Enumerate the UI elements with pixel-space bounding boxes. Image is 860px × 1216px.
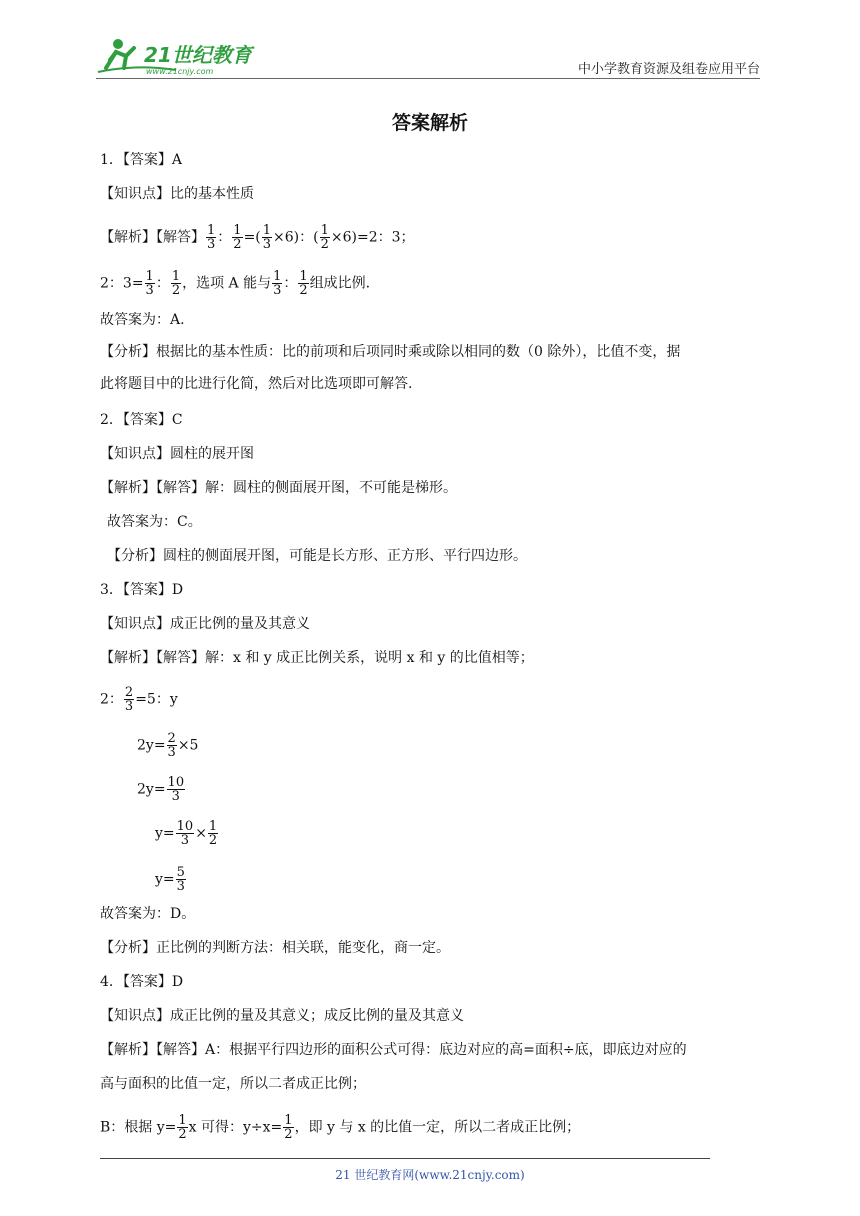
- q1-fenxi-1: 【分析】根据比的基本性质：比的前项和后项同时乘或除以相同的数（0 除外），比值不变，据: [100, 344, 681, 360]
- q2-knowledge: 【知识点】圆柱的展开图: [100, 446, 254, 462]
- q1-fenxi-2: 此将题目中的比进行化简，然后对比选项即可解答.: [100, 376, 413, 392]
- q1-answer: 1．【答案】A: [100, 152, 183, 168]
- q4-knowledge: 【知识点】成正比例的量及其意义；成反比例的量及其意义: [100, 1008, 464, 1024]
- page-title: 答案解析: [391, 112, 468, 134]
- q3-fenxi: 【分析】正比例的判断方法：相关联，能变化，商一定。: [100, 940, 450, 956]
- q3-knowledge: 【知识点】成正比例的量及其意义: [100, 616, 310, 632]
- q3-step-2: 2y= $\frac{2}{3}$ ×5: [137, 731, 199, 760]
- q4-analysis-a1: 【解析】【解答】A：根据平行四边形的面积公式可得：底边对应的高=面积÷底，即底边对应的: [100, 1042, 687, 1058]
- site-logo: [96, 34, 266, 78]
- q3-step-5: y= $\frac{5}{3}$: [155, 865, 185, 894]
- q4-answer: 4．【答案】D: [100, 974, 184, 990]
- q3-conclusion: 故答案为：D。: [100, 906, 196, 922]
- footer-divider: [100, 1158, 710, 1159]
- q4-analysis-b: B：根据 y= $\frac{1}{2}$ x 可得：y÷x= $\frac{1}{2}$ ，即 y 与 x 的比值一定，所以二者成正比例；: [100, 1113, 581, 1142]
- q2-analysis: 【解析】【解答】解：圆柱的侧面展开图，不可能是梯形。: [100, 480, 457, 496]
- q2-conclusion: 故答案为：C。: [107, 514, 202, 530]
- q2-fenxi: 【分析】圆柱的侧面展开图，可能是长方形、正方形、平行四边形。: [107, 548, 527, 564]
- q3-answer: 3．【答案】D: [100, 582, 184, 598]
- q3-step-3: 2y= $\frac{10}{3}$: [137, 775, 185, 804]
- platform-name: 中小学教育资源及组卷应用平台: [577, 62, 760, 77]
- footer-text[interactable]: 21 世纪教育网(www.21cnjy.com): [335, 1168, 525, 1182]
- q3-step-1: 2： $\frac{2}{3}$ =5：y: [100, 685, 178, 714]
- q2-answer: 2．【答案】C: [100, 412, 183, 428]
- q3-analysis: 【解析】【解答】解：x 和 y 成正比例关系，说明 x 和 y 的比值相等；: [100, 650, 534, 666]
- q1-analysis-line2: 2：3= $\frac{1}{3}$ ： $\frac{1}{2}$ ，选项 A 能与 $\frac{1}{3}$ ： $\frac{1}{2}$ 组成比例.: [100, 269, 371, 298]
- q4-analysis-a2: 高与面积的比值一定，所以二者成正比例；: [100, 1076, 366, 1092]
- q1-analysis: 【解析】【解答】 $\frac{1}{3}$ ： $\frac{1}{2}$ =( $\frac{1}{3}$ ×6)：( $\frac{1}{2}$ ×6)=2：3；: [100, 223, 415, 252]
- q1-knowledge: 【知识点】比的基本性质: [100, 186, 254, 202]
- q1-conclusion: 故答案为：A.: [100, 312, 185, 328]
- svg-text:www.21cnjy.com: www.21cnjy.com: [146, 67, 214, 76]
- q3-step-4: y= $\frac{10}{3}$ × $\frac{1}{2}$: [155, 819, 218, 848]
- svg-text:21世纪教育: 21世纪教育: [144, 43, 252, 67]
- header-divider: [96, 78, 760, 79]
